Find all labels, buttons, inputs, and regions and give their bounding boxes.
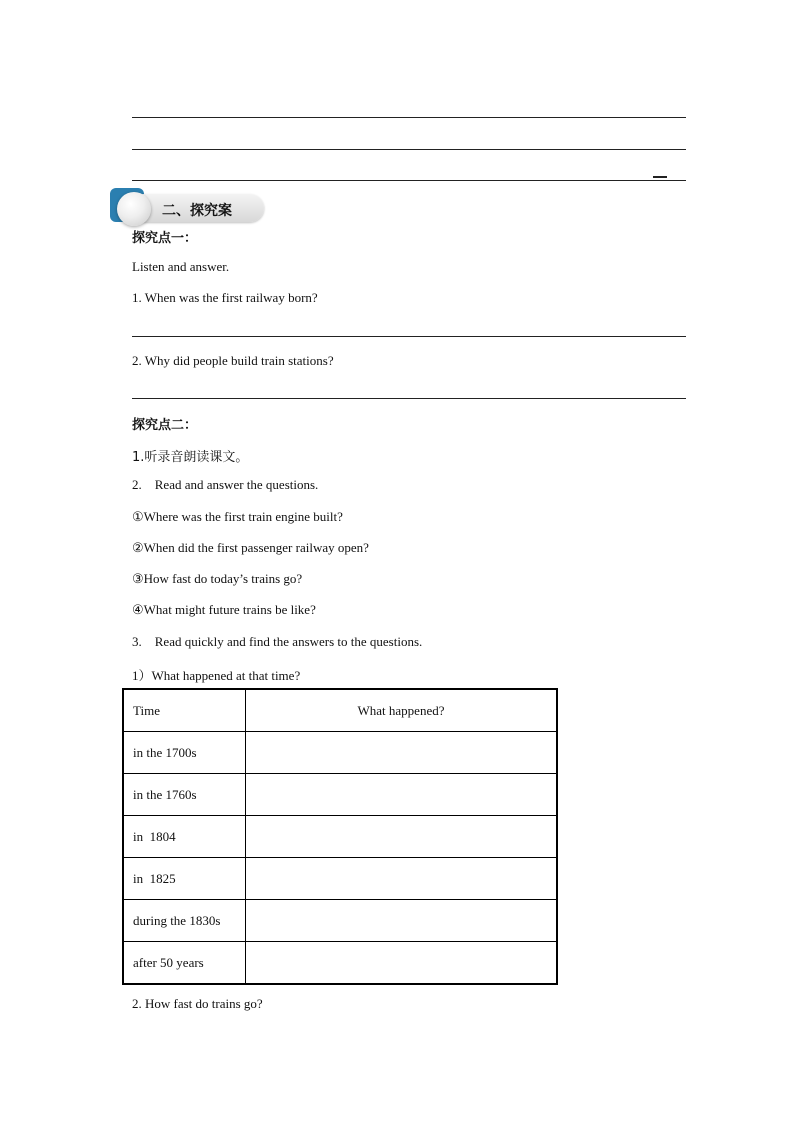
task-2: 2. Read and answer the questions.: [132, 477, 319, 492]
table-row: [123, 900, 557, 942]
question-1: 1. When was the first railway born?: [132, 290, 318, 305]
time-cell: in 1825: [123, 858, 246, 900]
table-row: [123, 942, 557, 985]
task-1: 1.听录音朗读课文。: [132, 450, 249, 465]
answer-line: [132, 180, 686, 181]
table-row: [123, 858, 557, 900]
answer-line: [132, 336, 686, 337]
reading-question-4: ④What might future trains be like?: [132, 602, 316, 617]
section-title: 二、探究案: [162, 203, 232, 219]
question-2: 2. Why did people build train stations?: [132, 353, 334, 368]
answer-cell[interactable]: [246, 774, 558, 816]
answer-line: [132, 398, 686, 399]
reading-question-1: ①Where was the first train engine built?: [132, 509, 343, 524]
table-header-row: [123, 689, 557, 732]
answer-cell[interactable]: [246, 732, 558, 774]
point1-heading: 探究点一：: [132, 231, 198, 246]
time-cell: after 50 years: [123, 942, 246, 985]
banner-circle-icon: [117, 192, 151, 226]
table-row: [123, 732, 557, 774]
answer-cell[interactable]: [246, 816, 558, 858]
time-cell: in the 1700s: [123, 732, 246, 774]
header-what-happened: What happened?: [246, 689, 558, 732]
table-row: [123, 816, 557, 858]
task-3: 3. Read quickly and find the answers to the questions.: [132, 634, 423, 649]
point1-instruction: Listen and answer.: [132, 259, 230, 274]
table-row: [123, 774, 557, 816]
timeline-table: [122, 688, 558, 985]
answer-line: [132, 149, 686, 150]
reading-question-3: ③How fast do today’s trains go?: [132, 571, 303, 586]
point2-heading: 探究点二：: [132, 418, 198, 433]
header-time: Time: [123, 689, 246, 732]
time-cell: during the 1830s: [123, 900, 246, 942]
reading-question-2: ②When did the first passenger railway open?: [132, 540, 369, 555]
time-cell: in the 1760s: [123, 774, 246, 816]
answer-cell[interactable]: [246, 900, 558, 942]
answer-cell[interactable]: [246, 858, 558, 900]
answer-cell[interactable]: [246, 942, 558, 985]
answer-line: [132, 117, 686, 118]
sub-question-2: 2. How fast do trains go?: [132, 996, 263, 1011]
section-banner: [108, 186, 268, 230]
time-cell: in 1804: [123, 816, 246, 858]
mark-dash: [653, 176, 667, 178]
sub-question-1: 1）What happened at that time?: [132, 668, 301, 683]
